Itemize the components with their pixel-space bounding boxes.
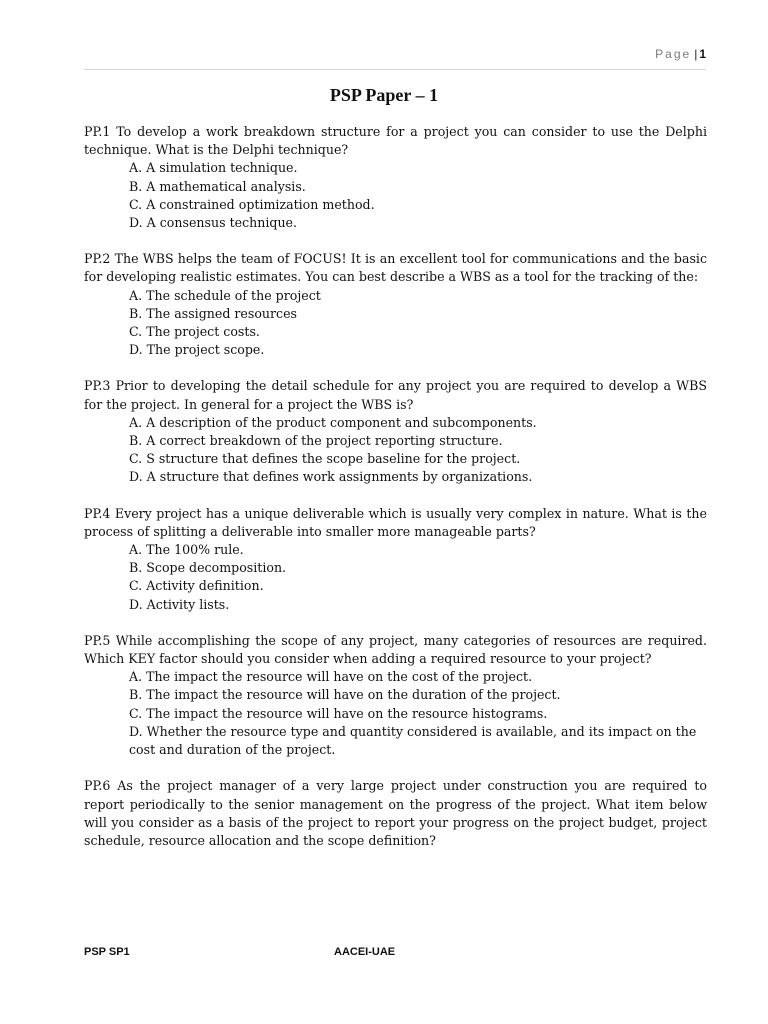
page-title: PSP Paper – 1 [329, 85, 439, 105]
question-3 [84, 377, 707, 486]
option-c: C. The project costs. [129, 324, 260, 340]
footer-center: AACEI-UAE [334, 946, 396, 958]
footer-left: PSP SP1 [84, 946, 130, 958]
question-5 [84, 632, 707, 759]
header-rule [84, 69, 706, 70]
page-label: Page [655, 47, 692, 61]
option-d: D. A structure that defines work assignments by organizations. [129, 469, 533, 485]
question-stem: PP.1 To develop a work breakdown structure for a project you can consider to use the Delphi technique. What is the Delphi technique? [84, 124, 707, 158]
option-b: B. The impact the resource will have on the duration of the project. [129, 687, 561, 703]
question-stem: PP.6 As the project manager of a very large project under construction you are required to report periodically to the senior management on the progress of the project. What item below will you consider as a basis of the project to report your progress on the project budget, project schedule, resource allocation and the scope definition? [84, 778, 707, 848]
option-a: A. The impact the resource will have on the cost of the project. [129, 669, 533, 685]
option-a: A. The schedule of the project [129, 287, 321, 303]
question-stem: PP.3 Prior to developing the detail schedule for any project you are required to develop a WBS for the project. In general for a project the WBS is? [84, 378, 707, 412]
question-1 [84, 123, 707, 232]
option-d: D. Activity lists. [129, 596, 230, 612]
question-stem: PP.2 The WBS helps the team of FOCUS! It is an excellent tool for communications and the basic for developing realistic estimates. You can best describe a WBS as a tool for the tracking of the: [84, 251, 707, 285]
option-b: B. A correct breakdown of the project reporting structure. [129, 433, 503, 449]
question-stem: PP.4 Every project has a unique deliverable which is usually very complex in nature. What is the process of splitting a deliverable into smaller more manageable parts? [84, 505, 707, 539]
question-2 [84, 250, 707, 359]
question-6 [84, 777, 707, 850]
option-a: A. A simulation technique. [129, 160, 298, 176]
page-number: 1 [699, 47, 706, 61]
option-b: B. The assigned resources [129, 305, 297, 321]
option-b: B. A mathematical analysis. [129, 178, 306, 194]
option-c: C. The impact the resource will have on the resource histograms. [129, 705, 548, 721]
option-d: D. Whether the resource type and quantity considered is available, and its impact on the cost and duration of the project. [129, 723, 697, 758]
option-a: A. A description of the product component and subcomponents. [129, 414, 537, 430]
option-c: C. S structure that defines the scope baseline for the project. [129, 451, 521, 467]
option-a: A. The 100% rule. [129, 542, 244, 558]
question-list [84, 123, 707, 868]
question-stem: PP.5 While accomplishing the scope of any project, many categories of resources are required. Which KEY factor should you consider when adding a required resource to your project? [84, 632, 707, 667]
option-d: D. A consensus technique. [129, 215, 298, 231]
option-b: B. Scope decomposition. [129, 560, 287, 576]
page-number-header [655, 47, 706, 61]
option-c: C. Activity definition. [129, 578, 264, 594]
option-c: C. A constrained optimization method. [129, 196, 375, 212]
option-d: D. The project scope. [129, 342, 265, 358]
question-4 [84, 505, 707, 614]
page-separator: | [694, 47, 698, 61]
